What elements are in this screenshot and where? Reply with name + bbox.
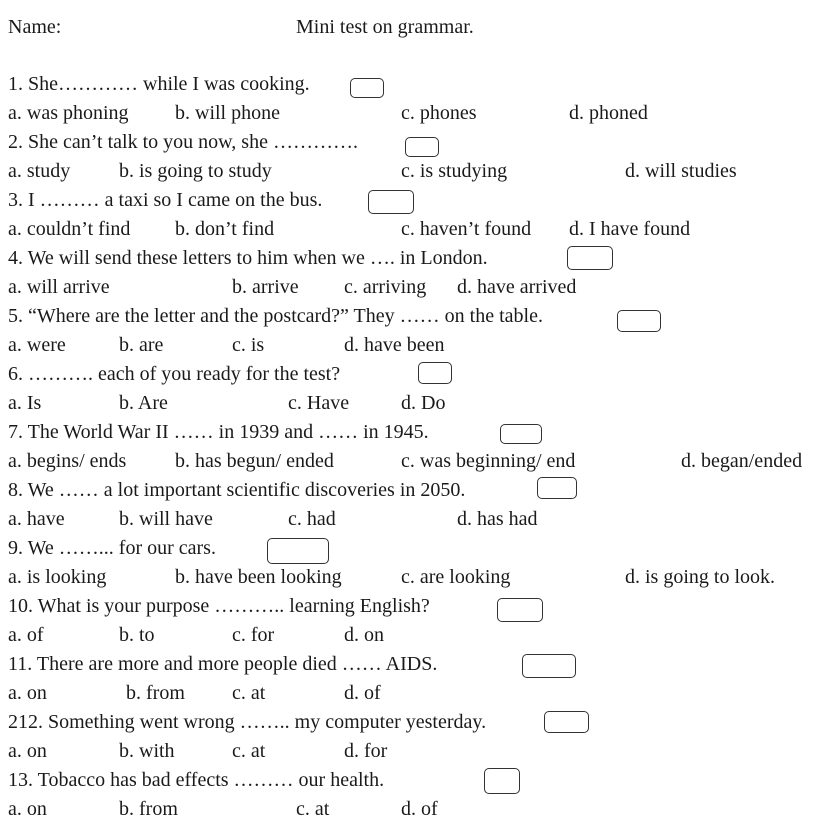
question-12-text: 212. Something went wrong …….. my computer yesterday. bbox=[8, 711, 487, 733]
question-1-option-b[interactable]: b. will phone bbox=[175, 102, 280, 124]
question-10-option-a[interactable]: a. of bbox=[8, 624, 44, 646]
answer-box-2[interactable] bbox=[405, 137, 439, 157]
question-11-option-b[interactable]: b. from bbox=[126, 682, 185, 704]
question-3-text: 3. I ……… a taxi so I came on the bus. bbox=[8, 189, 323, 211]
question-11-option-a[interactable]: a. on bbox=[8, 682, 47, 704]
question-2-option-b[interactable]: b. is going to study bbox=[119, 160, 272, 182]
question-1-text: 1. She………… while I was cooking. bbox=[8, 73, 310, 95]
question-3-option-b[interactable]: b. don’t find bbox=[175, 218, 275, 240]
question-8-option-c[interactable]: c. had bbox=[288, 508, 336, 530]
question-1-option-a[interactable]: a. was phoning bbox=[8, 102, 129, 124]
question-4-text: 4. We will send these letters to him when we …. in London. bbox=[8, 247, 488, 269]
question-9-option-c[interactable]: c. are looking bbox=[401, 566, 511, 588]
question-8-option-d[interactable]: d. has had bbox=[457, 508, 538, 530]
answer-box-4[interactable] bbox=[567, 246, 613, 270]
question-7-option-c[interactable]: c. was beginning/ end bbox=[401, 450, 576, 472]
answer-box-8[interactable] bbox=[537, 477, 577, 499]
question-13-option-d[interactable]: d. of bbox=[401, 798, 438, 820]
answer-box-1[interactable] bbox=[350, 78, 384, 98]
question-8-text: 8. We …… a lot important scientific discoveries in 2050. bbox=[8, 479, 466, 501]
question-6-text: 6. ………. each of you ready for the test? bbox=[8, 363, 341, 385]
question-10-option-d[interactable]: d. on bbox=[344, 624, 384, 646]
answer-box-9[interactable] bbox=[267, 538, 329, 564]
question-12-option-c[interactable]: c. at bbox=[232, 740, 266, 762]
question-12-option-d[interactable]: d. for bbox=[344, 740, 388, 762]
question-1-option-c[interactable]: c. phones bbox=[401, 102, 477, 124]
question-12-option-a[interactable]: a. on bbox=[8, 740, 47, 762]
question-5-text: 5. “Where are the letter and the postcard?” They …… on the table. bbox=[8, 305, 543, 327]
question-4-option-b[interactable]: b. arrive bbox=[232, 276, 299, 298]
question-7-option-d[interactable]: d. began/ended bbox=[681, 450, 803, 472]
question-6-option-a[interactable]: a. Is bbox=[8, 392, 42, 414]
question-11-option-d[interactable]: d. of bbox=[344, 682, 381, 704]
question-7-option-a[interactable]: a. begins/ ends bbox=[8, 450, 127, 472]
question-9-option-b[interactable]: b. have been looking bbox=[175, 566, 342, 588]
question-5-option-b[interactable]: b. are bbox=[119, 334, 164, 356]
question-8-option-b[interactable]: b. will have bbox=[119, 508, 213, 530]
question-3-option-a[interactable]: a. couldn’t find bbox=[8, 218, 131, 240]
question-3-option-d[interactable]: d. I have found bbox=[569, 218, 691, 240]
answer-box-3[interactable] bbox=[368, 190, 414, 214]
answer-box-10[interactable] bbox=[497, 598, 543, 622]
question-5-option-c[interactable]: c. is bbox=[232, 334, 265, 356]
question-13-option-c[interactable]: c. at bbox=[296, 798, 330, 820]
name-label: Name: bbox=[8, 16, 62, 38]
question-6-option-b[interactable]: b. Are bbox=[119, 392, 168, 414]
question-5-option-a[interactable]: a. were bbox=[8, 334, 66, 356]
question-10-text: 10. What is your purpose ……….. learning English? bbox=[8, 595, 430, 617]
answer-box-11[interactable] bbox=[522, 654, 576, 678]
question-13-text: 13. Tobacco has bad effects ……… our health. bbox=[8, 769, 385, 791]
question-6-option-d[interactable]: d. Do bbox=[401, 392, 446, 414]
question-13-option-b[interactable]: b. from bbox=[119, 798, 178, 820]
question-1-option-d[interactable]: d. phoned bbox=[569, 102, 648, 124]
question-2-option-a[interactable]: a. study bbox=[8, 160, 71, 182]
question-4-option-d[interactable]: d. have arrived bbox=[457, 276, 577, 298]
question-8-option-a[interactable]: a. have bbox=[8, 508, 65, 530]
question-2-text: 2. She can’t talk to you now, she …………. bbox=[8, 131, 358, 153]
question-9-option-d[interactable]: d. is going to look. bbox=[625, 566, 776, 588]
question-9-option-a[interactable]: a. is looking bbox=[8, 566, 107, 588]
question-5-option-d[interactable]: d. have been bbox=[344, 334, 445, 356]
question-4-option-a[interactable]: a. will arrive bbox=[8, 276, 110, 298]
answer-box-6[interactable] bbox=[418, 362, 452, 384]
question-2-option-c[interactable]: c. is studying bbox=[401, 160, 508, 182]
question-13-option-a[interactable]: a. on bbox=[8, 798, 47, 820]
question-11-option-c[interactable]: c. at bbox=[232, 682, 266, 704]
question-6-option-c[interactable]: c. Have bbox=[288, 392, 350, 414]
answer-box-7[interactable] bbox=[500, 424, 542, 444]
answer-box-5[interactable] bbox=[617, 310, 661, 332]
page-title: Mini test on grammar. bbox=[296, 16, 474, 38]
question-7-text: 7. The World War II …… in 1939 and …… in 1945. bbox=[8, 421, 429, 443]
question-9-text: 9. We ……... for our cars. bbox=[8, 537, 216, 559]
question-7-option-b[interactable]: b. has begun/ ended bbox=[175, 450, 334, 472]
question-10-option-b[interactable]: b. to bbox=[119, 624, 155, 646]
question-4-option-c[interactable]: c. arriving bbox=[344, 276, 427, 298]
question-3-option-c[interactable]: c. haven’t found bbox=[401, 218, 532, 240]
question-10-option-c[interactable]: c. for bbox=[232, 624, 275, 646]
question-2-option-d[interactable]: d. will studies bbox=[625, 160, 737, 182]
question-12-option-b[interactable]: b. with bbox=[119, 740, 175, 762]
answer-box-12[interactable] bbox=[544, 711, 589, 733]
answer-box-13[interactable] bbox=[484, 768, 520, 794]
question-11-text: 11. There are more and more people died …… AIDS. bbox=[8, 653, 438, 675]
